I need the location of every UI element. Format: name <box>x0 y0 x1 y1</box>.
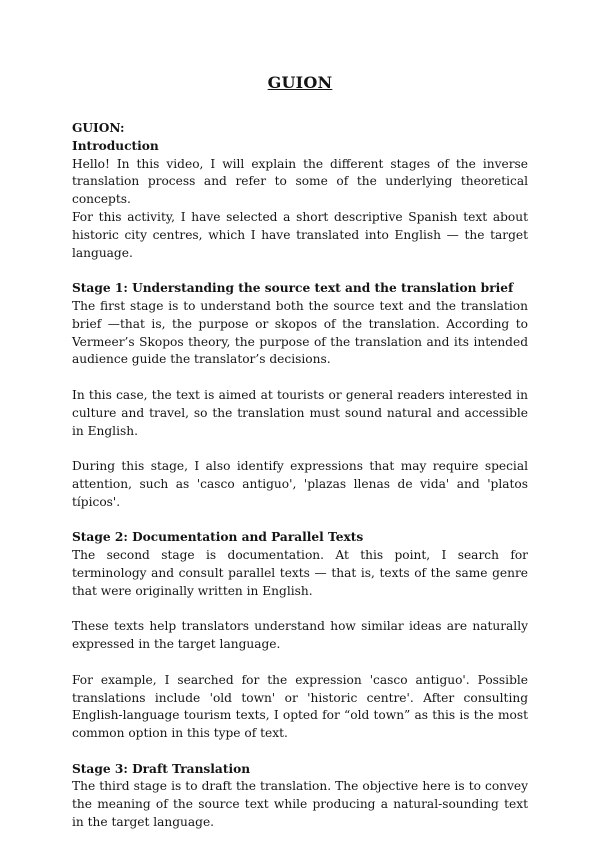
stage3-heading: Stage 3: Draft Translation <box>72 761 251 776</box>
document-title: GUION <box>267 73 333 92</box>
spacer <box>72 601 528 619</box>
spacer <box>72 654 528 672</box>
intro-paragraph-1: Hello! In this video, I will explain the different stages of the inverse translation process and refer to some of the underlying theoretical concepts. <box>72 156 528 207</box>
stage1-paragraph-1: The first stage is to understand both the source text and the translation brief —that is, the purpose or skopos of the translation. According to Vermeer’s Skopos theory, the purpose of the translation and its intended audience guide the translator’s decisions. <box>72 298 528 367</box>
spacer <box>72 369 528 387</box>
stage1-paragraph-2: In this case, the text is aimed at tourists or general readers interested in culture and travel, so the translation must sound natural and accessible in English. <box>72 387 528 438</box>
spacer <box>72 512 528 530</box>
spacer <box>72 262 528 280</box>
spacer <box>72 440 528 458</box>
stage2-heading: Stage 2: Documentation and Parallel Texts <box>72 530 364 545</box>
intro-paragraph-2: For this activity, I have selected a short descriptive Spanish text about historic city centres, which I have translated into English — the target language. <box>72 209 528 260</box>
stage3-paragraph-1: The third stage is to draft the translation. The objective here is to convey the meaning of the source text while producing a natural-sounding text in the target language. <box>72 779 528 830</box>
stage1-paragraph-3: During this stage, I also identify expressions that may require special attention, such as 'casco antiguo', 'plazas llenas de vida' and 'platos típicos'. <box>72 459 528 509</box>
document-label: GUION: <box>72 121 125 135</box>
stage2-paragraph-2: These texts help translators understand how similar ideas are naturally expressed in the target language. <box>72 619 528 652</box>
spacer <box>72 743 528 761</box>
stage2-paragraph-3: For example, I searched for the expression 'casco antiguo'. Possible translations include 'old town' or 'historic centre'. After consulting English-language tourism texts, I opted for “old town” as this is the most common option in this type of text. <box>72 672 528 741</box>
stage2-paragraph-1: The second stage is documentation. At this point, I search for terminology and consult parallel texts — that is, texts of the same genre that were originally written in English. <box>72 548 528 598</box>
intro-heading: Introduction <box>72 138 159 153</box>
stage1-heading: Stage 1: Understanding the source text and the translation brief <box>72 281 514 296</box>
